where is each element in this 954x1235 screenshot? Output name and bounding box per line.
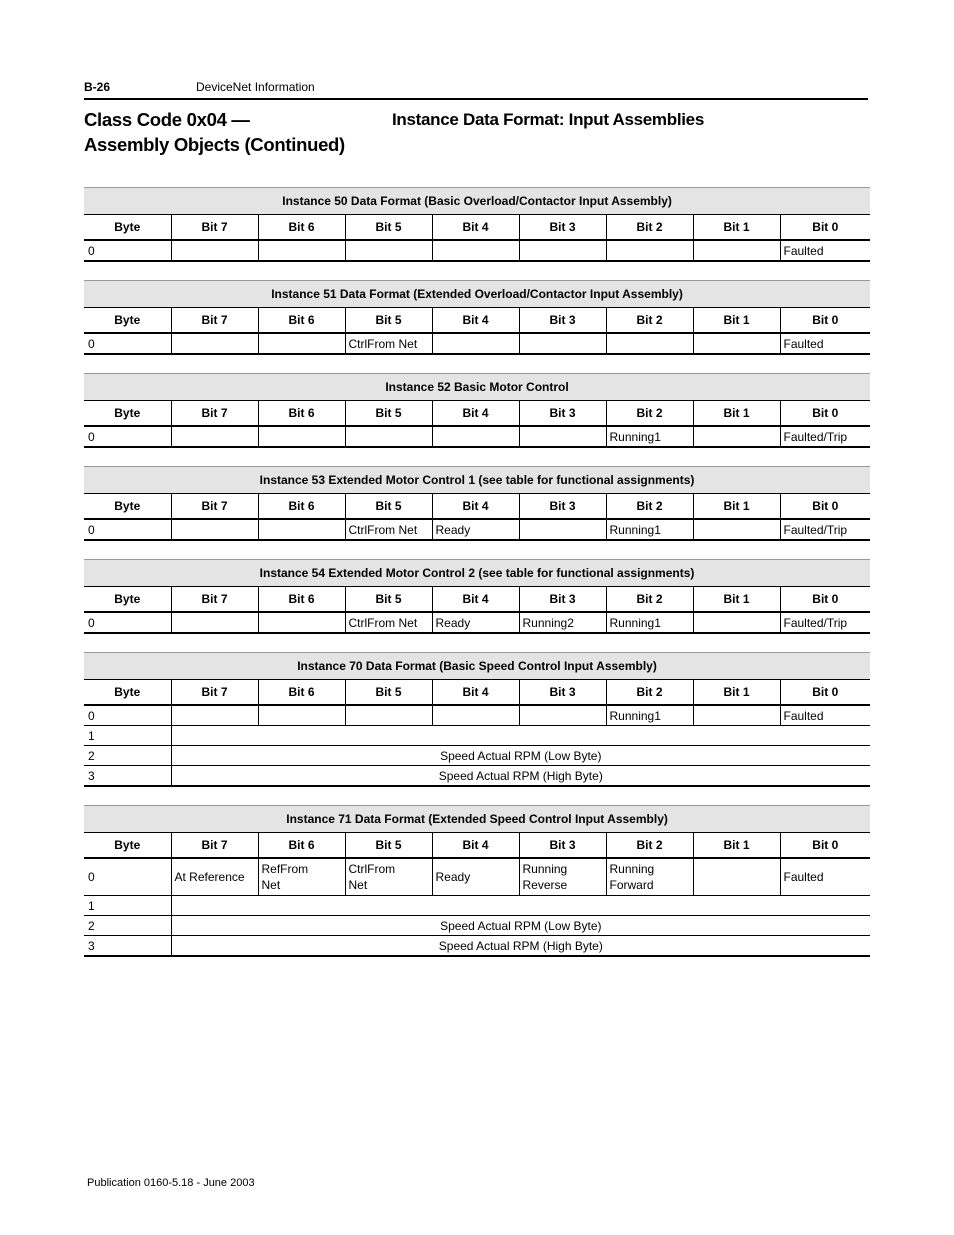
column-header: Bit 2 <box>606 215 693 241</box>
bit-cell <box>171 240 258 261</box>
column-header: Byte <box>84 833 171 859</box>
bit-cell <box>171 426 258 447</box>
bit-cell: Running2 <box>519 612 606 633</box>
bit-cell <box>606 240 693 261</box>
bit-cell <box>345 705 432 726</box>
bit-cell <box>606 333 693 354</box>
bit-cell: CtrlFrom Net <box>345 519 432 540</box>
side-title-line-2: Assembly Objects (Continued) <box>84 134 345 155</box>
column-header: Bit 1 <box>693 401 780 427</box>
byte-cell: 1 <box>84 726 171 746</box>
span-cell: Speed Actual RPM (Low Byte) <box>171 746 870 766</box>
span-cell <box>171 726 870 746</box>
column-header: Bit 2 <box>606 833 693 859</box>
table-caption: Instance 50 Data Format (Basic Overload/Contactor Input Assembly) <box>84 188 870 215</box>
bit-cell <box>432 705 519 726</box>
byte-cell: 0 <box>84 519 171 540</box>
column-header: Bit 3 <box>519 215 606 241</box>
column-header: Bit 5 <box>345 401 432 427</box>
column-header: Byte <box>84 587 171 613</box>
byte-cell: 1 <box>84 896 171 916</box>
bit-cell <box>345 240 432 261</box>
column-header: Bit 6 <box>258 401 345 427</box>
column-header: Bit 2 <box>606 308 693 334</box>
column-header: Bit 1 <box>693 680 780 706</box>
table-row <box>84 896 870 916</box>
side-title <box>84 107 345 157</box>
column-header: Bit 5 <box>345 680 432 706</box>
byte-cell: 0 <box>84 333 171 354</box>
bit-cell <box>693 705 780 726</box>
column-header: Bit 6 <box>258 215 345 241</box>
bit-cell <box>519 240 606 261</box>
column-header: Bit 7 <box>171 680 258 706</box>
table-caption: Instance 53 Extended Motor Control 1 (see table for functional assignments) <box>84 467 870 494</box>
byte-cell: 0 <box>84 240 171 261</box>
bit-cell <box>693 333 780 354</box>
page-number: B-26 <box>84 80 111 94</box>
bit-cell: Faulted <box>780 240 870 261</box>
bit-cell: Faulted <box>780 333 870 354</box>
column-header: Bit 6 <box>258 833 345 859</box>
table-row <box>84 726 870 746</box>
bit-cell: CtrlFrom Net <box>345 333 432 354</box>
bit-cell: Ready <box>432 612 519 633</box>
column-header: Bit 0 <box>780 833 870 859</box>
column-header: Bit 3 <box>519 587 606 613</box>
bit-cell <box>258 426 345 447</box>
bit-cell: Running1 <box>606 426 693 447</box>
table-row <box>84 240 870 261</box>
bit-cell: Running1 <box>606 612 693 633</box>
bit-cell <box>258 333 345 354</box>
publication-footer: Publication 0160-5.18 - June 2003 <box>87 1177 255 1189</box>
bit-cell <box>693 612 780 633</box>
column-header: Bit 3 <box>519 494 606 520</box>
bit-cell <box>432 426 519 447</box>
bit-cell: CtrlFrom Net <box>345 612 432 633</box>
column-header: Bit 3 <box>519 680 606 706</box>
column-header: Bit 0 <box>780 308 870 334</box>
column-header: Bit 4 <box>432 494 519 520</box>
instance-table <box>84 280 870 355</box>
column-header: Byte <box>84 308 171 334</box>
column-header: Bit 1 <box>693 833 780 859</box>
column-header: Bit 7 <box>171 215 258 241</box>
column-header: Bit 7 <box>171 401 258 427</box>
column-header: Bit 3 <box>519 308 606 334</box>
instance-table <box>84 805 870 957</box>
bit-cell <box>432 333 519 354</box>
table-caption: Instance 54 Extended Motor Control 2 (see table for functional assignments) <box>84 560 870 587</box>
bit-cell: Ready <box>432 858 519 896</box>
column-header: Byte <box>84 401 171 427</box>
bit-cell <box>171 519 258 540</box>
bit-cell: Running1 <box>606 519 693 540</box>
bit-cell: Faulted <box>780 705 870 726</box>
bit-cell: Faulted <box>780 858 870 896</box>
span-cell: Speed Actual RPM (High Byte) <box>171 936 870 957</box>
bit-cell <box>258 240 345 261</box>
column-header: Bit 2 <box>606 680 693 706</box>
bit-cell: CtrlFrom Net <box>345 858 432 896</box>
bit-cell <box>258 705 345 726</box>
table-row <box>84 766 870 787</box>
instance-table <box>84 187 870 262</box>
column-header: Bit 0 <box>780 587 870 613</box>
column-header: Bit 4 <box>432 680 519 706</box>
column-header: Bit 4 <box>432 833 519 859</box>
table-caption: Instance 71 Data Format (Extended Speed Control Input Assembly) <box>84 806 870 833</box>
bit-cell <box>693 240 780 261</box>
bit-cell <box>258 612 345 633</box>
column-header: Byte <box>84 494 171 520</box>
table-row <box>84 612 870 633</box>
column-header: Bit 2 <box>606 587 693 613</box>
bit-cell: Running Reverse <box>519 858 606 896</box>
bit-cell <box>258 519 345 540</box>
table-row <box>84 858 870 896</box>
bit-cell <box>171 333 258 354</box>
table-row <box>84 426 870 447</box>
assembly-tables <box>84 187 870 975</box>
table-row <box>84 936 870 957</box>
column-header: Bit 7 <box>171 833 258 859</box>
column-header: Bit 4 <box>432 215 519 241</box>
column-header: Bit 5 <box>345 587 432 613</box>
column-header: Bit 2 <box>606 494 693 520</box>
instance-table <box>84 559 870 634</box>
byte-cell: 3 <box>84 766 171 787</box>
column-header: Bit 5 <box>345 833 432 859</box>
instance-table <box>84 652 870 787</box>
instance-table <box>84 373 870 448</box>
column-header: Bit 2 <box>606 401 693 427</box>
column-header: Bit 1 <box>693 215 780 241</box>
column-header: Bit 1 <box>693 587 780 613</box>
bit-cell: Running1 <box>606 705 693 726</box>
bit-cell <box>171 705 258 726</box>
bit-cell: Faulted/Trip <box>780 426 870 447</box>
bit-cell: Ready <box>432 519 519 540</box>
column-header: Bit 1 <box>693 494 780 520</box>
column-header: Bit 6 <box>258 308 345 334</box>
table-row <box>84 916 870 936</box>
bit-cell <box>693 426 780 447</box>
section-header: DeviceNet Information <box>196 80 315 94</box>
bit-cell <box>519 705 606 726</box>
column-header: Bit 5 <box>345 494 432 520</box>
column-header: Bit 4 <box>432 401 519 427</box>
bit-cell <box>171 612 258 633</box>
bit-cell <box>519 426 606 447</box>
table-row <box>84 333 870 354</box>
byte-cell: 3 <box>84 936 171 957</box>
column-header: Bit 7 <box>171 494 258 520</box>
bit-cell <box>432 240 519 261</box>
column-header: Bit 5 <box>345 215 432 241</box>
span-cell: Speed Actual RPM (Low Byte) <box>171 916 870 936</box>
bit-cell: Faulted/Trip <box>780 519 870 540</box>
column-header: Bit 4 <box>432 308 519 334</box>
column-header: Byte <box>84 680 171 706</box>
column-header: Bit 0 <box>780 401 870 427</box>
column-header: Bit 1 <box>693 308 780 334</box>
side-title-line-1: Class Code 0x04 — <box>84 109 250 130</box>
bit-cell <box>519 333 606 354</box>
column-header: Bit 0 <box>780 680 870 706</box>
column-header: Bit 7 <box>171 308 258 334</box>
byte-cell: 0 <box>84 426 171 447</box>
table-row <box>84 705 870 726</box>
main-title: Instance Data Format: Input Assemblies <box>392 110 704 129</box>
span-cell <box>171 896 870 916</box>
column-header: Bit 3 <box>519 401 606 427</box>
table-row <box>84 519 870 540</box>
bit-cell: At Reference <box>171 858 258 896</box>
table-caption: Instance 70 Data Format (Basic Speed Control Input Assembly) <box>84 653 870 680</box>
bit-cell: Running Forward <box>606 858 693 896</box>
table-caption: Instance 52 Basic Motor Control <box>84 374 870 401</box>
instance-table <box>84 466 870 541</box>
column-header: Bit 4 <box>432 587 519 613</box>
byte-cell: 2 <box>84 746 171 766</box>
column-header: Bit 0 <box>780 215 870 241</box>
byte-cell: 0 <box>84 858 171 896</box>
span-cell: Speed Actual RPM (High Byte) <box>171 766 870 787</box>
column-header: Bit 6 <box>258 587 345 613</box>
bit-cell <box>693 858 780 896</box>
column-header: Bit 6 <box>258 680 345 706</box>
bit-cell <box>693 519 780 540</box>
column-header: Bit 5 <box>345 308 432 334</box>
column-header: Bit 6 <box>258 494 345 520</box>
bit-cell: RefFrom Net <box>258 858 345 896</box>
table-row <box>84 746 870 766</box>
bit-cell <box>345 426 432 447</box>
bit-cell <box>519 519 606 540</box>
byte-cell: 2 <box>84 916 171 936</box>
column-header: Bit 3 <box>519 833 606 859</box>
table-caption: Instance 51 Data Format (Extended Overload/Contactor Input Assembly) <box>84 281 870 308</box>
bit-cell: Faulted/Trip <box>780 612 870 633</box>
column-header: Bit 7 <box>171 587 258 613</box>
byte-cell: 0 <box>84 612 171 633</box>
column-header: Byte <box>84 215 171 241</box>
column-header: Bit 0 <box>780 494 870 520</box>
header-rule <box>84 98 868 100</box>
byte-cell: 0 <box>84 705 171 726</box>
